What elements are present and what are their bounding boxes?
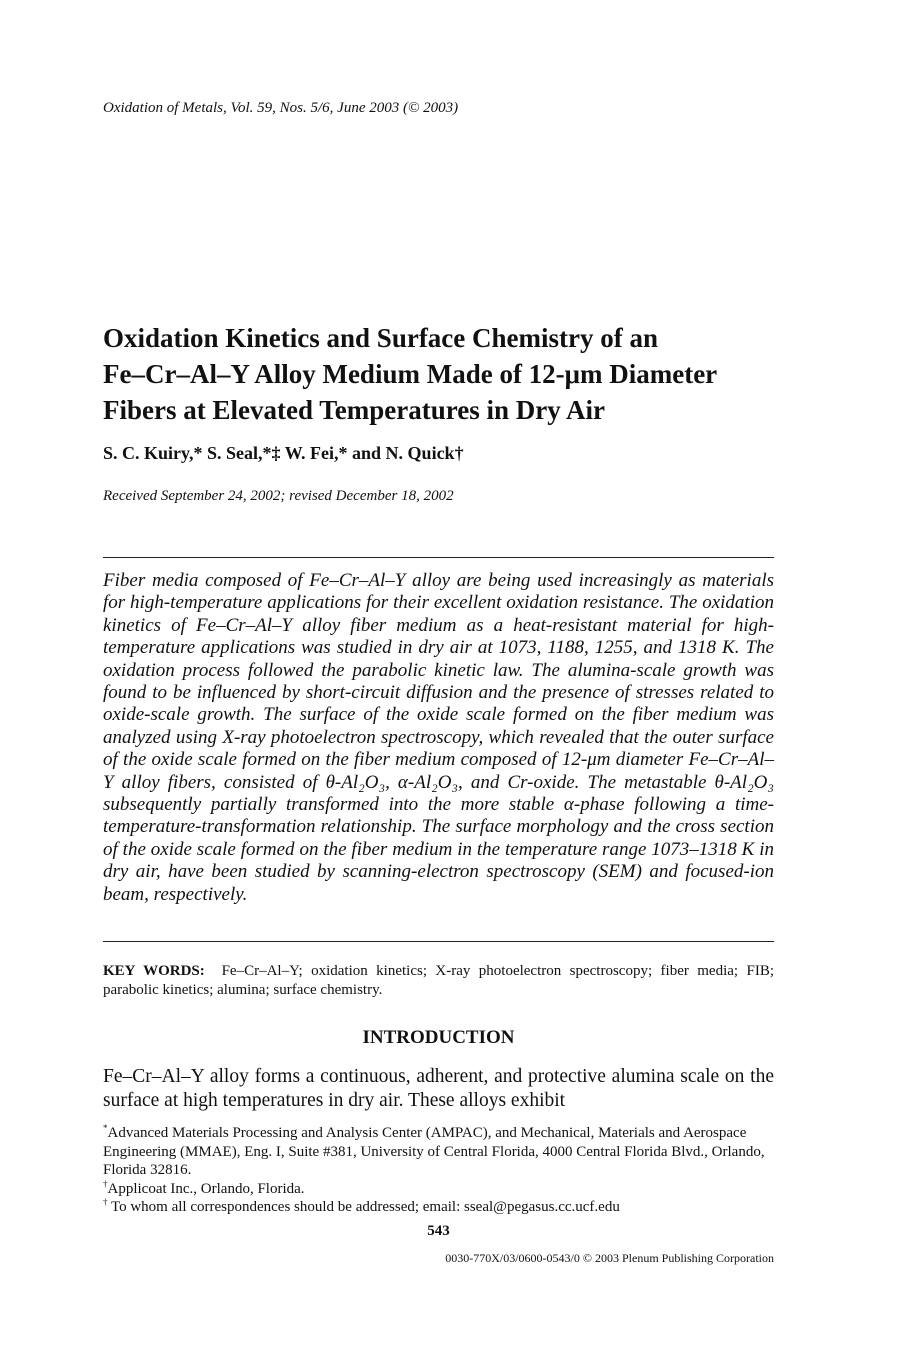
- paper-title: [103, 320, 803, 428]
- author-list: S. C. Kuiry,* S. Seal,*‡ W. Fei,* and N. Quick†: [103, 443, 464, 463]
- footnote-text: Applicoat Inc., Orlando, Florida.: [107, 1180, 305, 1197]
- footnote-correspondence: [103, 1198, 774, 1217]
- abstract-bottom-rule: [103, 941, 774, 942]
- keywords-text: Fe–Cr–Al–Y; oxidation kinetics; X-ray photoelectron spectroscopy; fiber media; FIB; parabolic kinetics; alumina; surface chemistry.: [103, 963, 774, 998]
- keywords-label: KEY WORDS:: [103, 963, 205, 979]
- abstract-text: Fiber media composed of Fe–Cr–Al–Y alloy are being used increasingly as materials for high-temperature applications for their excellent oxidation resistance. The oxidation kinetics of Fe–Cr–Al–Y alloy fiber medium as a heat-resistant material for high-temperature applications was studied in dry air at 1073, 1188, 1255, and 1318 K. The oxidation process followed the parabolic kinetic law. The alumina-scale growth was found to be influenced by short-circuit diffusion and the presence of stresses related to oxide-scale growth. The surface of the oxide scale formed on the fiber medium was analyzed using X-ray photoelectron spectroscopy, which revealed that the outer surface of the oxide scale formed on the fiber medium composed of 12-μm diameter Fe–Cr–Al–Y alloy fibers, consisted of θ-Al₂O₃, α-Al₂O₃, and Cr-oxide. The metastable θ-Al₂O₃ subsequently partially transformed into the more stable α-phase following a time-temperature-transformation relationship. The surface morphology and the cross section of the oxide scale formed on the fiber medium in the temperature range 1073–1318 K in dry air, have been studied by scanning-electron spectroscopy (SEM) and focused-ion beam, respectively.: [103, 570, 774, 905]
- footnote-text: Advanced Materials Processing and Analysis Center (AMPAC), and Mechanical, Materials and Aerospace Engineering (MMAE), Eng. I, Suite #381, University of Central Florida, 4000 Central Florida Blvd., Orlando, Florida 32816.: [103, 1125, 765, 1178]
- journal-citation: Oxidation of Metals, Vol. 59, Nos. 5/6, June 2003 (© 2003): [103, 100, 459, 116]
- title-line-3: Fibers at Elevated Temperatures in Dry Air: [103, 395, 605, 425]
- footnotes: [103, 1124, 774, 1217]
- keywords: [103, 962, 774, 1000]
- title-line-1: Oxidation Kinetics and Surface Chemistry of an: [103, 323, 659, 353]
- footnote-mark: *: [103, 1123, 108, 1133]
- footnote-mark: †: [103, 1197, 108, 1207]
- abstract-top-rule: [103, 557, 774, 558]
- copyright-line: 0030-770X/03/0600-0543/0 © 2003 Plenum Publishing Corporation: [445, 1251, 774, 1265]
- page-number: 543: [427, 1223, 450, 1239]
- introduction-heading: INTRODUCTION: [362, 1027, 515, 1048]
- footnote-affiliation-ampac: [103, 1124, 774, 1180]
- footnote-mark: †: [103, 1178, 108, 1189]
- footnote-affiliation-applicoat: [103, 1180, 774, 1199]
- received-dates: Received September 24, 2002; revised December 18, 2002: [103, 488, 454, 504]
- introduction-text: Fe–Cr–Al–Y alloy forms a continuous, adherent, and protective alumina scale on the surface at high temperatures in dry air. These alloys exhibit: [103, 1066, 774, 1111]
- footnote-text: To whom all correspondences should be addressed; email: sseal@pegasus.cc.ucf.edu: [107, 1199, 620, 1215]
- title-line-2: Fe–Cr–Al–Y Alloy Medium Made of 12-μm Diameter: [103, 359, 718, 389]
